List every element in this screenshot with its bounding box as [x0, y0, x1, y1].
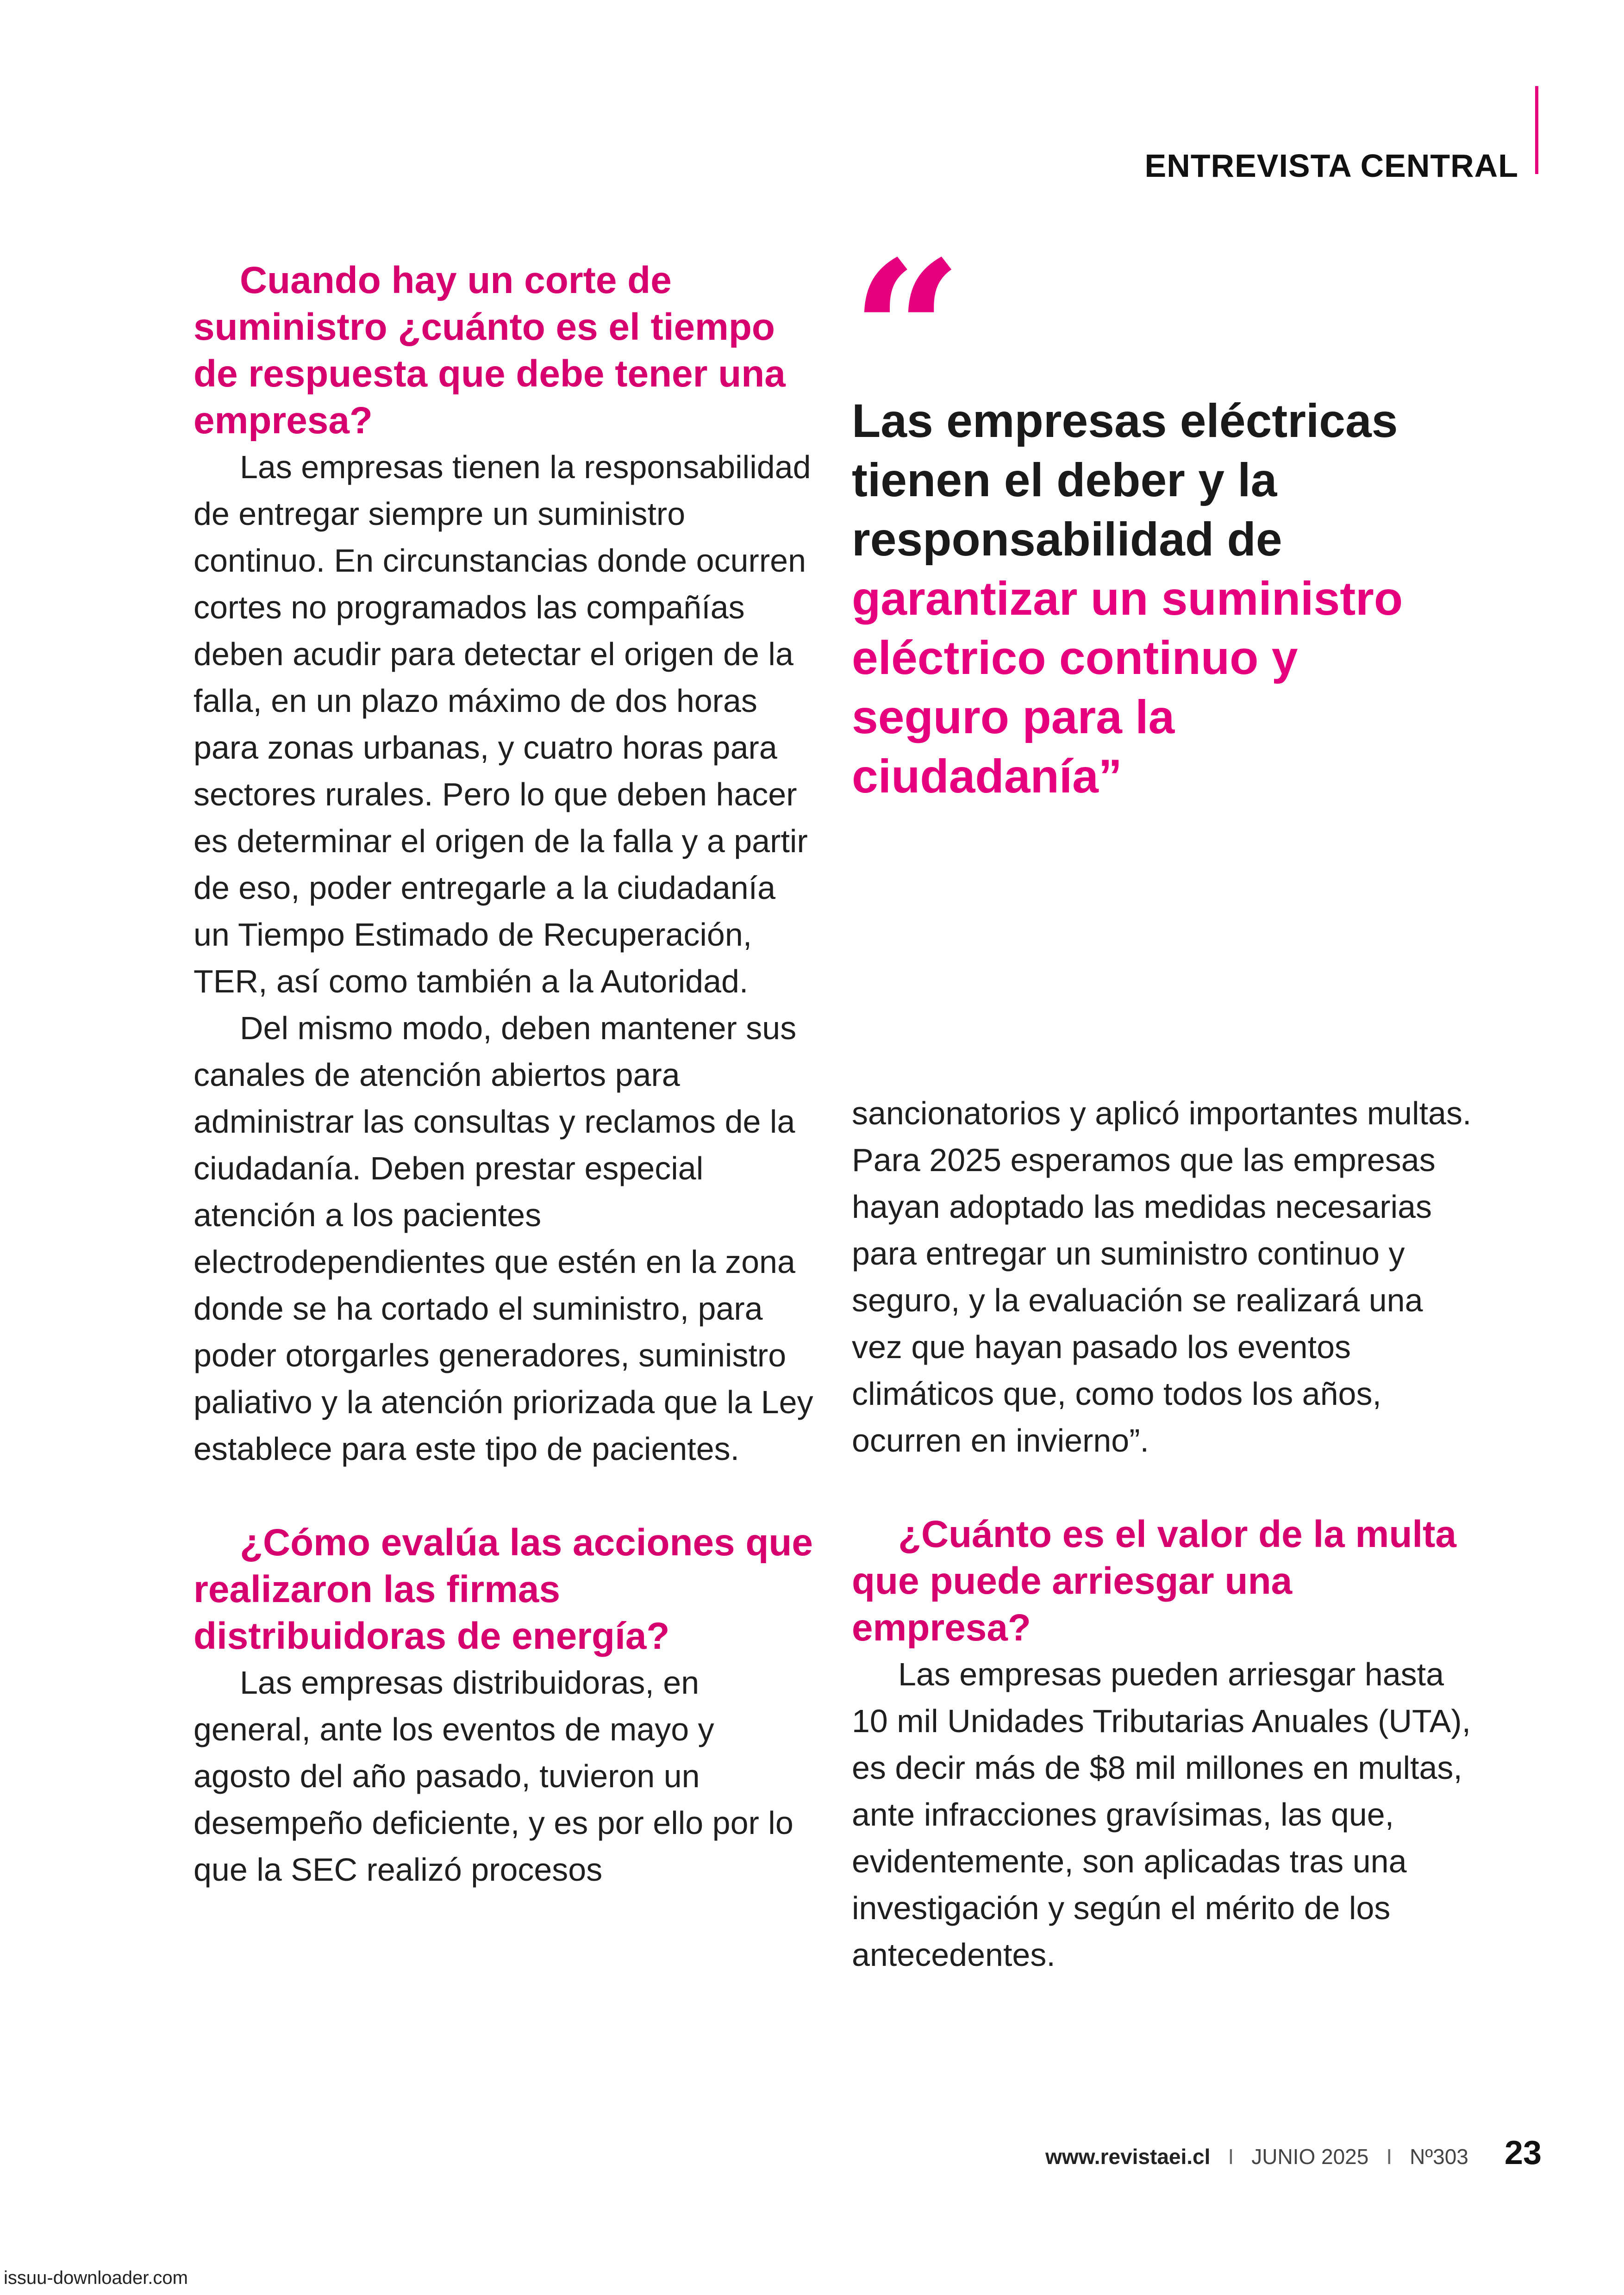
question-heading: Cuando hay un corte de suministro ¿cuánto es el tiempo de respuesta que debe tener una empresa?: [194, 259, 786, 442]
pull-quote: [852, 391, 1454, 806]
body-paragraph: Las empresas distribuidoras, en general, ante los eventos de mayo y agosto del año pasado, tuvieron un desempeño deficiente, y es por ello por lo que la SEC realizó procesos: [194, 1665, 793, 1888]
body-paragraph: Del mismo modo, deben mantener sus canales de atención abiertos para administrar las consultas y reclamos de la ciudadanía. Deben prestar especial atención a los pacientes electrodependientes que estén en la zona donde se ha cortado el suministro, para poder otorgarles generadores, suministro paliativo y la atención priorizada que la Ley establece para este tipo de pacientes.: [194, 1010, 813, 1467]
page-footer: [1045, 2134, 1542, 2172]
body-paragraph-continued: sancionatorios y aplicó importantes multas. Para 2025 esperamos que las empresas hayan adoptado las medidas necesarias para entregar un suministro continuo y seguro, y la evaluación se realizará una vez que hayan pasado los eventos climáticos que, como todos los años, ocurren en invierno”.: [852, 1095, 1472, 1459]
page-number: 23: [1504, 2134, 1542, 2171]
watermark: issuu-downloader.com: [4, 2268, 188, 2288]
question-heading: ¿Cuánto es el valor de la multa que puede arriesgar una empresa?: [852, 1513, 1456, 1649]
issue-date: JUNIO 2025: [1251, 2145, 1369, 2169]
open-quote-mark: “: [851, 219, 963, 447]
question-heading: ¿Cómo evalúa las acciones que realizaron las firmas distribuidoras de energía?: [194, 1522, 813, 1657]
section-label: ENTREVISTA CENTRAL: [1144, 148, 1518, 184]
right-column: [852, 1090, 1472, 1978]
footer-separator: I: [1228, 2145, 1234, 2169]
left-column: [194, 257, 814, 1893]
body-paragraph: Las empresas pueden arriesgar hasta 10 mil Unidades Tributarias Anuales (UTA), es decir más de $8 mil millones en multas, ante infracciones gravísimas, las que, evidentemente, son aplicadas tras una investigación y según el mérito de los antecedentes.: [852, 1656, 1471, 1973]
pull-quote-highlight: garantizar un suministro eléctrico continuo y seguro para la ciudadanía”: [852, 572, 1403, 803]
issue-number: Nº303: [1410, 2145, 1468, 2169]
section-accent-bar: [1535, 86, 1538, 174]
footer-separator: I: [1386, 2145, 1393, 2169]
pull-quote-text: Las empresas eléctricas tienen el deber y la responsabilidad de: [852, 394, 1398, 566]
website-link[interactable]: www.revistaei.cl: [1045, 2145, 1211, 2169]
body-paragraph: Las empresas tienen la responsabilidad de entregar siempre un suministro continuo. En circunstancias donde ocurren cortes no programados las compañías deben acudir para detectar el origen de la falla, en un plazo máximo de dos horas para zonas urbanas, y cuatro horas para sectores rurales. Pero lo que deben hacer es determinar el origen de la falla y a partir de eso, poder entregarle a la ciudadanía un Tiempo Estimado de Recuperación, TER, así como también a la Autoridad.: [194, 449, 811, 999]
